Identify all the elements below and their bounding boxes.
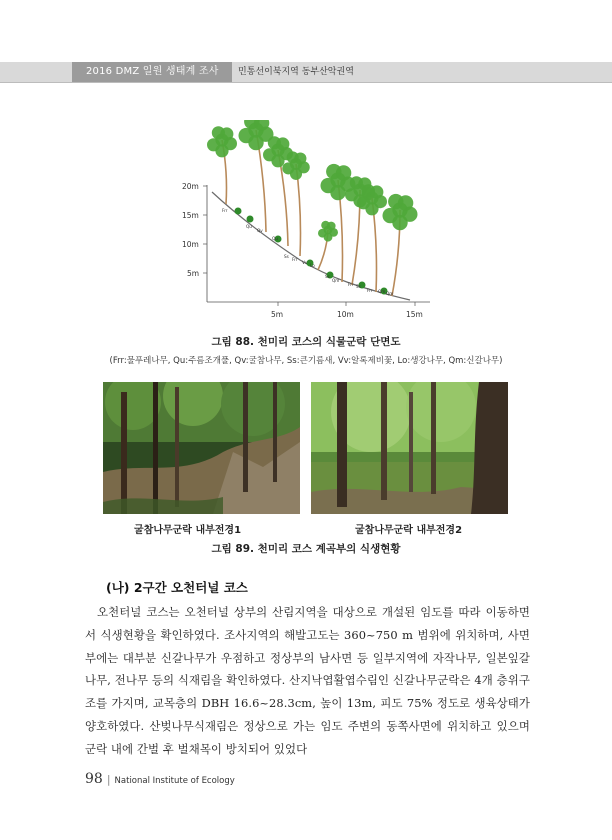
figure-88-title: 그림 88. 천미리 코스의 식물군락 단면도 [211,336,401,348]
tree-group [207,120,418,296]
y-tick-20: 20m [182,182,199,191]
tree-crown [336,165,351,180]
tree-crown [271,154,284,167]
tree-crown [398,195,413,210]
shrub [247,216,254,223]
forest-photo-1 [103,382,300,514]
figure-89-title: 그림 89. 천미리 코스 계곡부의 식생현황 [211,543,401,555]
x-tick-10: 10m [337,310,354,319]
body-paragraph-container [85,601,530,761]
footer-institute: National Institute of Ecology [114,776,235,786]
species-code: Frr [222,208,228,213]
tree-crown [215,144,228,157]
species-code: Lo [310,263,315,268]
tree-crown [327,222,336,231]
tree-crown [370,185,383,198]
page-number: 98 [85,771,103,787]
species-code: Frr [367,288,373,293]
tree-crown [392,215,407,230]
species-code: Frr [292,257,298,262]
photo-2-label: 굴참나무군락 내부전경2 [355,525,463,536]
y-tick-10: 10m [182,240,199,249]
forest-photo-2 [311,382,508,514]
y-ticks [182,182,207,278]
header-region-title: 민통선이북지역 동부산악권역 [238,67,354,77]
tree-crown [365,202,378,215]
tree-crown [220,127,233,140]
species-code: Vv [302,260,308,265]
tree-crown [290,168,302,180]
slope-line [212,192,410,300]
vegetation-profile-diagram [160,120,450,330]
species-code: Qm [378,289,386,294]
species-code: Qm [386,291,394,296]
page-footer [85,771,235,787]
y-tick-15: 15m [182,211,199,220]
footer-separator: | [106,773,111,786]
species-code: Qu [272,236,278,241]
species-code: Qm [332,278,340,283]
species-code: Ss [284,254,289,259]
photo-1-label: 굴참나무군락 내부전경1 [134,525,242,536]
species-code: Ss [356,284,361,289]
figure-88-legend-note: (Frr:물푸레나무, Qu:주름조개풀, Qv:굴참나무, Ss:큰기름새, Vv:알록제비꽃, Lo:생강나무, Qm:신갈나무) [109,356,503,366]
header-report-title: 2016 DMZ 일원 생태계 조사 [72,62,232,82]
shrub [235,208,242,215]
species-code: Qv [257,228,263,233]
section-title: (나) 2구간 오천터널 코스 [106,580,248,595]
species-code: Qu [246,224,252,229]
x-ticks [271,302,423,319]
header-divider [0,82,612,83]
tree-crown [294,152,306,164]
x-tick-5: 5m [271,310,284,319]
tree-crown [248,135,263,150]
body-paragraph: 오천터널 코스는 오천터널 상부의 산림지역을 대상으로 개설된 임도를 따라 이동하면서 식생현황을 확인하였다. 조사지역의 해발고도는 360~750 m 범위에 위치하며, 사면부에는 대부분 신갈나무가 우점하고 정상부의 남사면 등 일부지역에 자작나무, 일본잎갈나무, 전나무 등의 식재림을 확인하였다. 산지낙엽활엽수림인 신갈나무군락은 4개 층위구조를 가지며, 교목층의 DBH 16.6~28.3cm, 높이 13m, 피도 75% 정도로 생육상태가 양호하였다. 산벚나무식재림은 정상으로 가는 임도 주변의 동쪽사면에 위치하고 있으며 군락 내에 간벌 후 벌채목이 방치되어 있었다 [85,605,530,756]
species-code: Frr [348,282,354,287]
tree-crown [276,137,289,150]
tree-crown [324,233,333,242]
y-tick-5: 5m [187,269,200,278]
x-tick-15: 15m [406,310,423,319]
tree-crown [330,185,345,200]
species-code: Ss [325,274,330,279]
